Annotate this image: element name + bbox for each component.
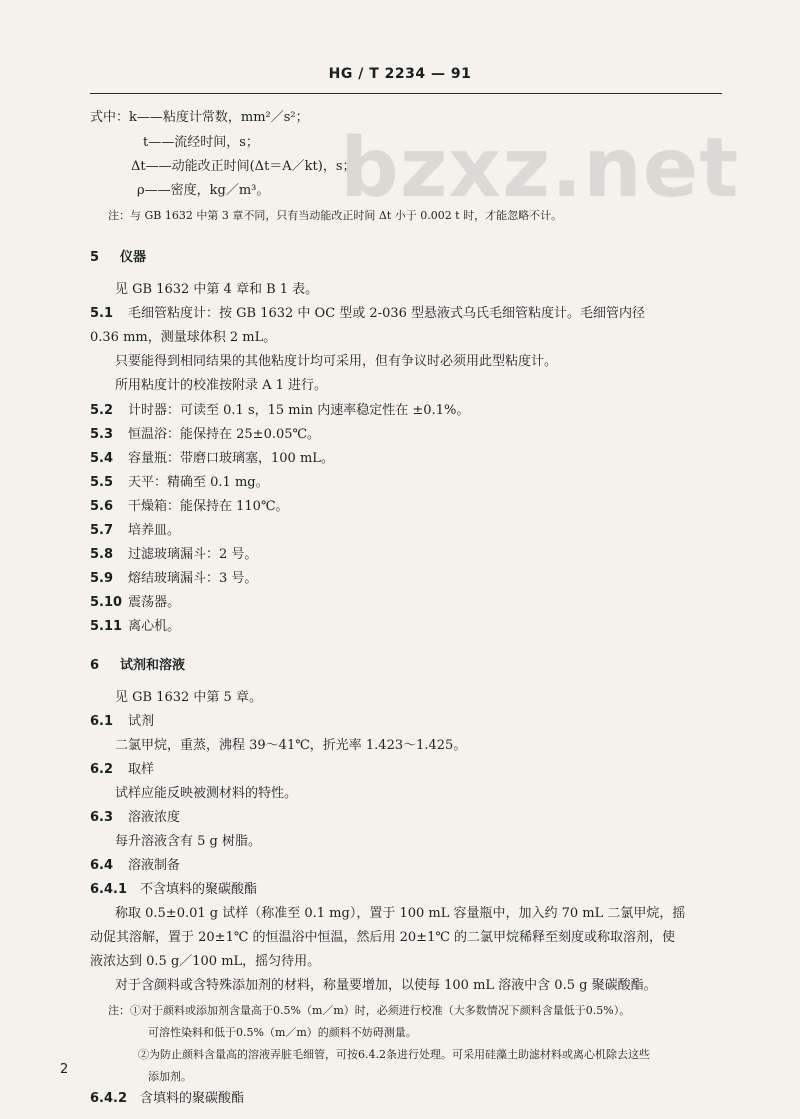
- clause-number: 5.10: [90, 595, 123, 610]
- clause-number: 6.1: [90, 714, 114, 729]
- clause-text: 天平：精确至 0.1 mg。: [128, 475, 269, 490]
- clause-text: 毛细管粘度计：按 GB 1632 中 OC 型或 2-036 型悬液式乌氏毛细管粘度计。毛细管内径: [128, 306, 646, 321]
- clause-number: 5.6: [90, 499, 114, 514]
- clause-number: 6.4.2: [90, 1091, 128, 1106]
- clause-title: 溶液浓度: [128, 810, 181, 825]
- clause-title: 含填料的聚碳酸酯: [140, 1091, 245, 1106]
- clause-text: 容量瓶：带磨口玻璃塞，100 mL。: [128, 451, 334, 466]
- note-line: 添加剂。: [148, 1070, 192, 1083]
- page-number: 2: [60, 1062, 69, 1077]
- var-k: 式中：k——粘度计常数，mm²／s²；: [90, 110, 309, 125]
- clause-6-4-1-line: 对于含颜料或含特殊添加剂的材料，称量要增加，以使每 100 mL 溶液中含 0.5 g 聚碳酸酯。: [115, 978, 657, 993]
- clause-number: 5.11: [90, 619, 123, 634]
- clause-6-2: [90, 762, 154, 778]
- clause-text: 恒温浴：能保持在 25±0.05℃。: [128, 427, 321, 442]
- var-rho: ρ——密度，kg／m³。: [137, 183, 270, 198]
- clause-6-4: [90, 858, 180, 874]
- clause-5-1-para: 所用粘度计的校准按附录 A 1 进行。: [115, 378, 328, 393]
- clause-5-10: [90, 595, 180, 611]
- header-rule: [90, 93, 722, 94]
- clause-number: 5.2: [90, 403, 114, 418]
- clause-number: 6.3: [90, 810, 114, 825]
- section-number: 5: [90, 250, 100, 265]
- clause-6-2-text: 试样应能反映被测材料的特性。: [115, 786, 298, 801]
- clause-5-1-cont: 0.36 mm，测量球体积 2 mL。: [90, 330, 277, 345]
- clause-6-3-text: 每升溶液含有 5 g 树脂。: [115, 834, 261, 849]
- section-number: 6: [90, 658, 100, 673]
- clause-6-1-text: 二氯甲烷，重蒸，沸程 39～41℃，折光率 1.423～1.425。: [115, 738, 467, 753]
- clause-6-4-2: [90, 1091, 244, 1107]
- clause-5-5: [90, 475, 269, 491]
- note-line: 可溶性染料和低于0.5%（m／m）的颜料不妨碍测量。: [148, 1026, 417, 1039]
- var-delta-t: Δt——动能改正时间(Δt＝A／kt)，s；: [131, 159, 356, 174]
- clause-number: 5.4: [90, 451, 114, 466]
- section-6-heading: [90, 658, 185, 674]
- clause-5-3: [90, 427, 320, 443]
- clause-text: 培养皿。: [128, 523, 181, 538]
- clause-text: 过滤玻璃漏斗：2 号。: [128, 547, 258, 562]
- section-5-ref: 见 GB 1632 中第 4 章和 B 1 表。: [115, 282, 319, 297]
- clause-number: 5.8: [90, 547, 114, 562]
- watermark: bzxz.net: [340, 121, 740, 216]
- clause-number: 6.2: [90, 762, 114, 777]
- clause-6-4-1-line: 液浓达到 0.5 g／100 mL，摇匀待用。: [90, 954, 321, 969]
- clause-number: 6.4: [90, 858, 114, 873]
- clause-number: 5.3: [90, 427, 114, 442]
- var-t: t——流经时间，s；: [143, 135, 259, 150]
- note-line: 注：①对于颜料或添加剂含量高于0.5%（m／m）时，必须进行校准（大多数情况下颜料含量低于0.5%）。: [108, 1004, 631, 1017]
- clause-5-9: [90, 571, 257, 587]
- clause-5-11: [90, 619, 180, 635]
- clause-text: 计时器：可读至 0.1 s，15 min 内速率稳定性在 ±0.1%。: [128, 403, 470, 418]
- clause-number: 6.4.1: [90, 882, 128, 897]
- clause-5-7: [90, 523, 180, 539]
- clause-text: 熔结玻璃漏斗：3 号。: [128, 571, 258, 586]
- clause-5-6: [90, 499, 289, 515]
- clause-6-4-1-line: 称取 0.5±0.01 g 试样（称准至 0.1 mg），置于 100 mL 容量瓶中，加入约 70 mL 二氯甲烷，摇: [115, 906, 686, 921]
- clause-5-4: [90, 451, 334, 467]
- clause-5-1: [90, 306, 645, 322]
- clause-number: 5.1: [90, 306, 114, 321]
- clause-title: 试剂: [128, 714, 155, 729]
- clause-title: 取样: [128, 762, 155, 777]
- note-line: ②为防止颜料含量高的溶液弄脏毛细管，可按6.4.2条进行处理。可采用硅藻土助滤材料或离心机除去这些: [138, 1048, 650, 1061]
- clause-text: 干燥箱：能保持在 110℃。: [128, 499, 289, 514]
- clause-title: 不含填料的聚碳酸酯: [140, 882, 258, 897]
- clause-text: 离心机。: [128, 619, 181, 634]
- clause-6-3: [90, 810, 180, 826]
- clause-number: 5.7: [90, 523, 114, 538]
- clause-5-2: [90, 403, 469, 419]
- clause-title: 溶液制备: [128, 858, 181, 873]
- standard-header: HG / T 2234 — 91: [328, 66, 472, 82]
- section-title: 试剂和溶液: [120, 658, 186, 673]
- note-top: 注：与 GB 1632 中第 3 章不同，只有当动能改正时间 Δt 小于 0.002 t 时，才能忽略不计。: [108, 209, 563, 222]
- clause-number: 5.5: [90, 475, 114, 490]
- clause-6-1: [90, 714, 154, 730]
- clause-5-8: [90, 547, 257, 563]
- section-6-ref: 见 GB 1632 中第 5 章。: [115, 690, 262, 705]
- clause-6-4-1: [90, 882, 257, 898]
- section-5-heading: [90, 250, 146, 266]
- clause-text: 震荡器。: [128, 595, 181, 610]
- clause-5-1-para: 只要能得到相同结果的其他粘度计均可采用，但有争议时必须用此型粘度计。: [115, 354, 558, 369]
- clause-6-4-1-line: 动促其溶解，置于 20±1℃ 的恒温浴中恒温，然后用 20±1℃ 的二氯甲烷稀释至刻度或称取溶剂，使: [90, 930, 676, 945]
- clause-number: 5.9: [90, 571, 114, 586]
- section-title: 仪器: [120, 250, 147, 265]
